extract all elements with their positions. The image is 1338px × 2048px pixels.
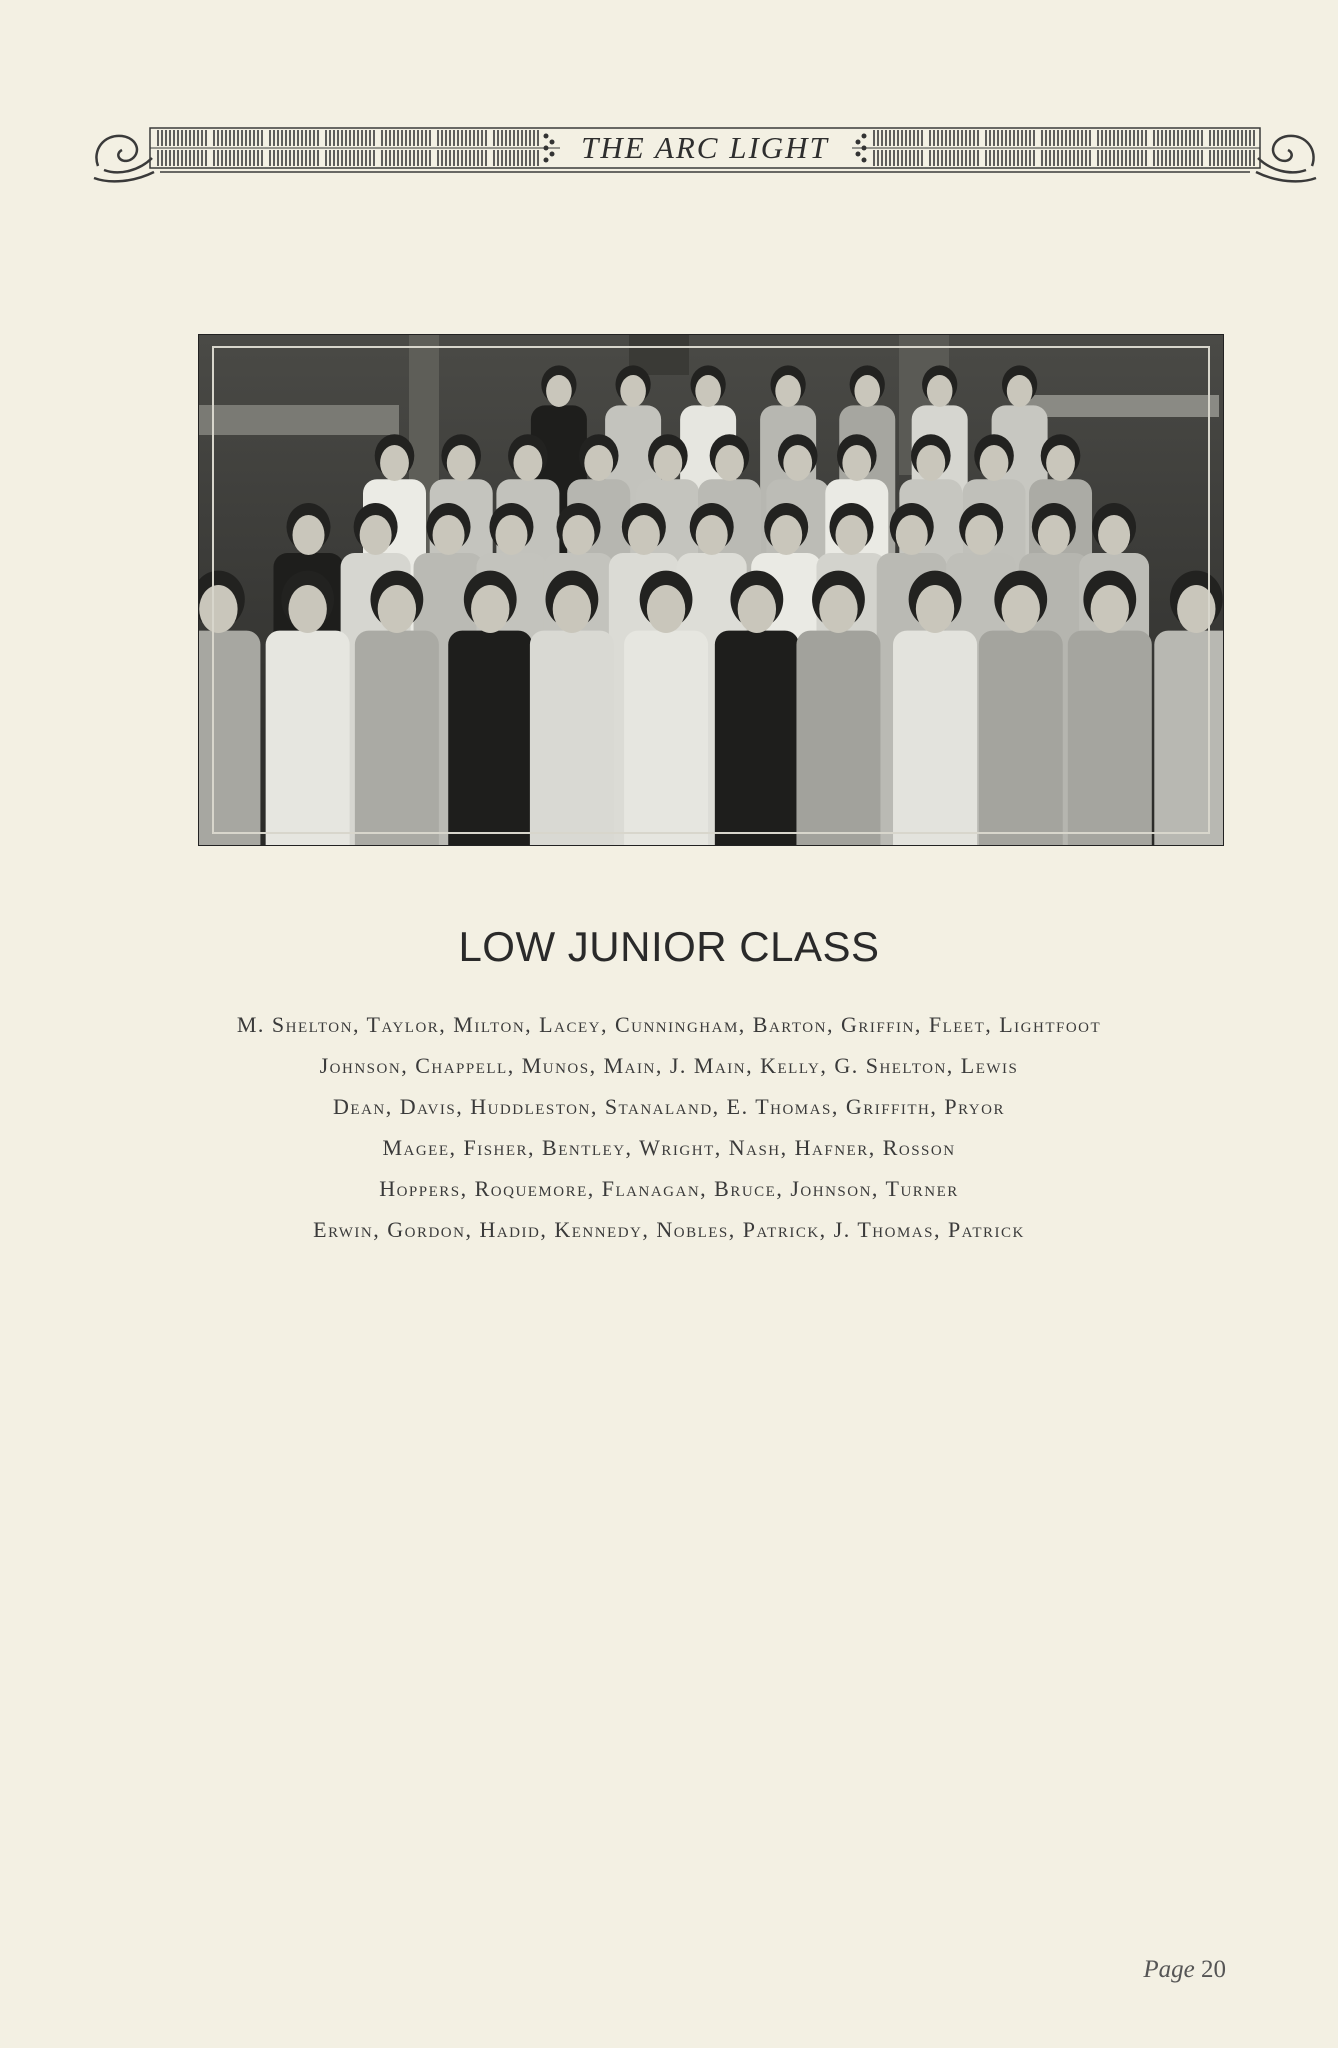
names-line-1: M. Shelton, Taylor, Milton, Lacey, Cunningham, Barton, Griffin, Fleet, Lightfoot xyxy=(236,1012,1102,1037)
running-header-title: THE ARC LIGHT xyxy=(581,130,829,165)
page-number-value: 20 xyxy=(1201,1956,1226,1983)
names-line-4: Magee, Fisher, Bentley, Wright, Nash, Hafner, Rosson xyxy=(382,1135,956,1160)
names-line-3: Dean, Davis, Huddleston, Stanaland, E. Thomas, Griffith, Pryor xyxy=(333,1094,1005,1119)
names-line-2: Johnson, Chappell, Munos, Main, J. Main, Kelly, G. Shelton, Lewis xyxy=(319,1053,1019,1078)
header-ornament xyxy=(90,120,1320,192)
photo-image xyxy=(199,335,1223,845)
class-group-photo xyxy=(198,334,1224,846)
page-number xyxy=(1143,1956,1226,1984)
class-title: LOW JUNIOR CLASS xyxy=(458,923,880,970)
student-names xyxy=(0,1004,1338,1250)
page-label: Page xyxy=(1143,1956,1195,1983)
names-line-6: Erwin, Gordon, Hadid, Kennedy, Nobles, Patrick, J. Thomas, Patrick xyxy=(313,1217,1025,1242)
names-line-5: Hoppers, Roquemore, Flanagan, Bruce, Johnson, Turner xyxy=(379,1176,959,1201)
